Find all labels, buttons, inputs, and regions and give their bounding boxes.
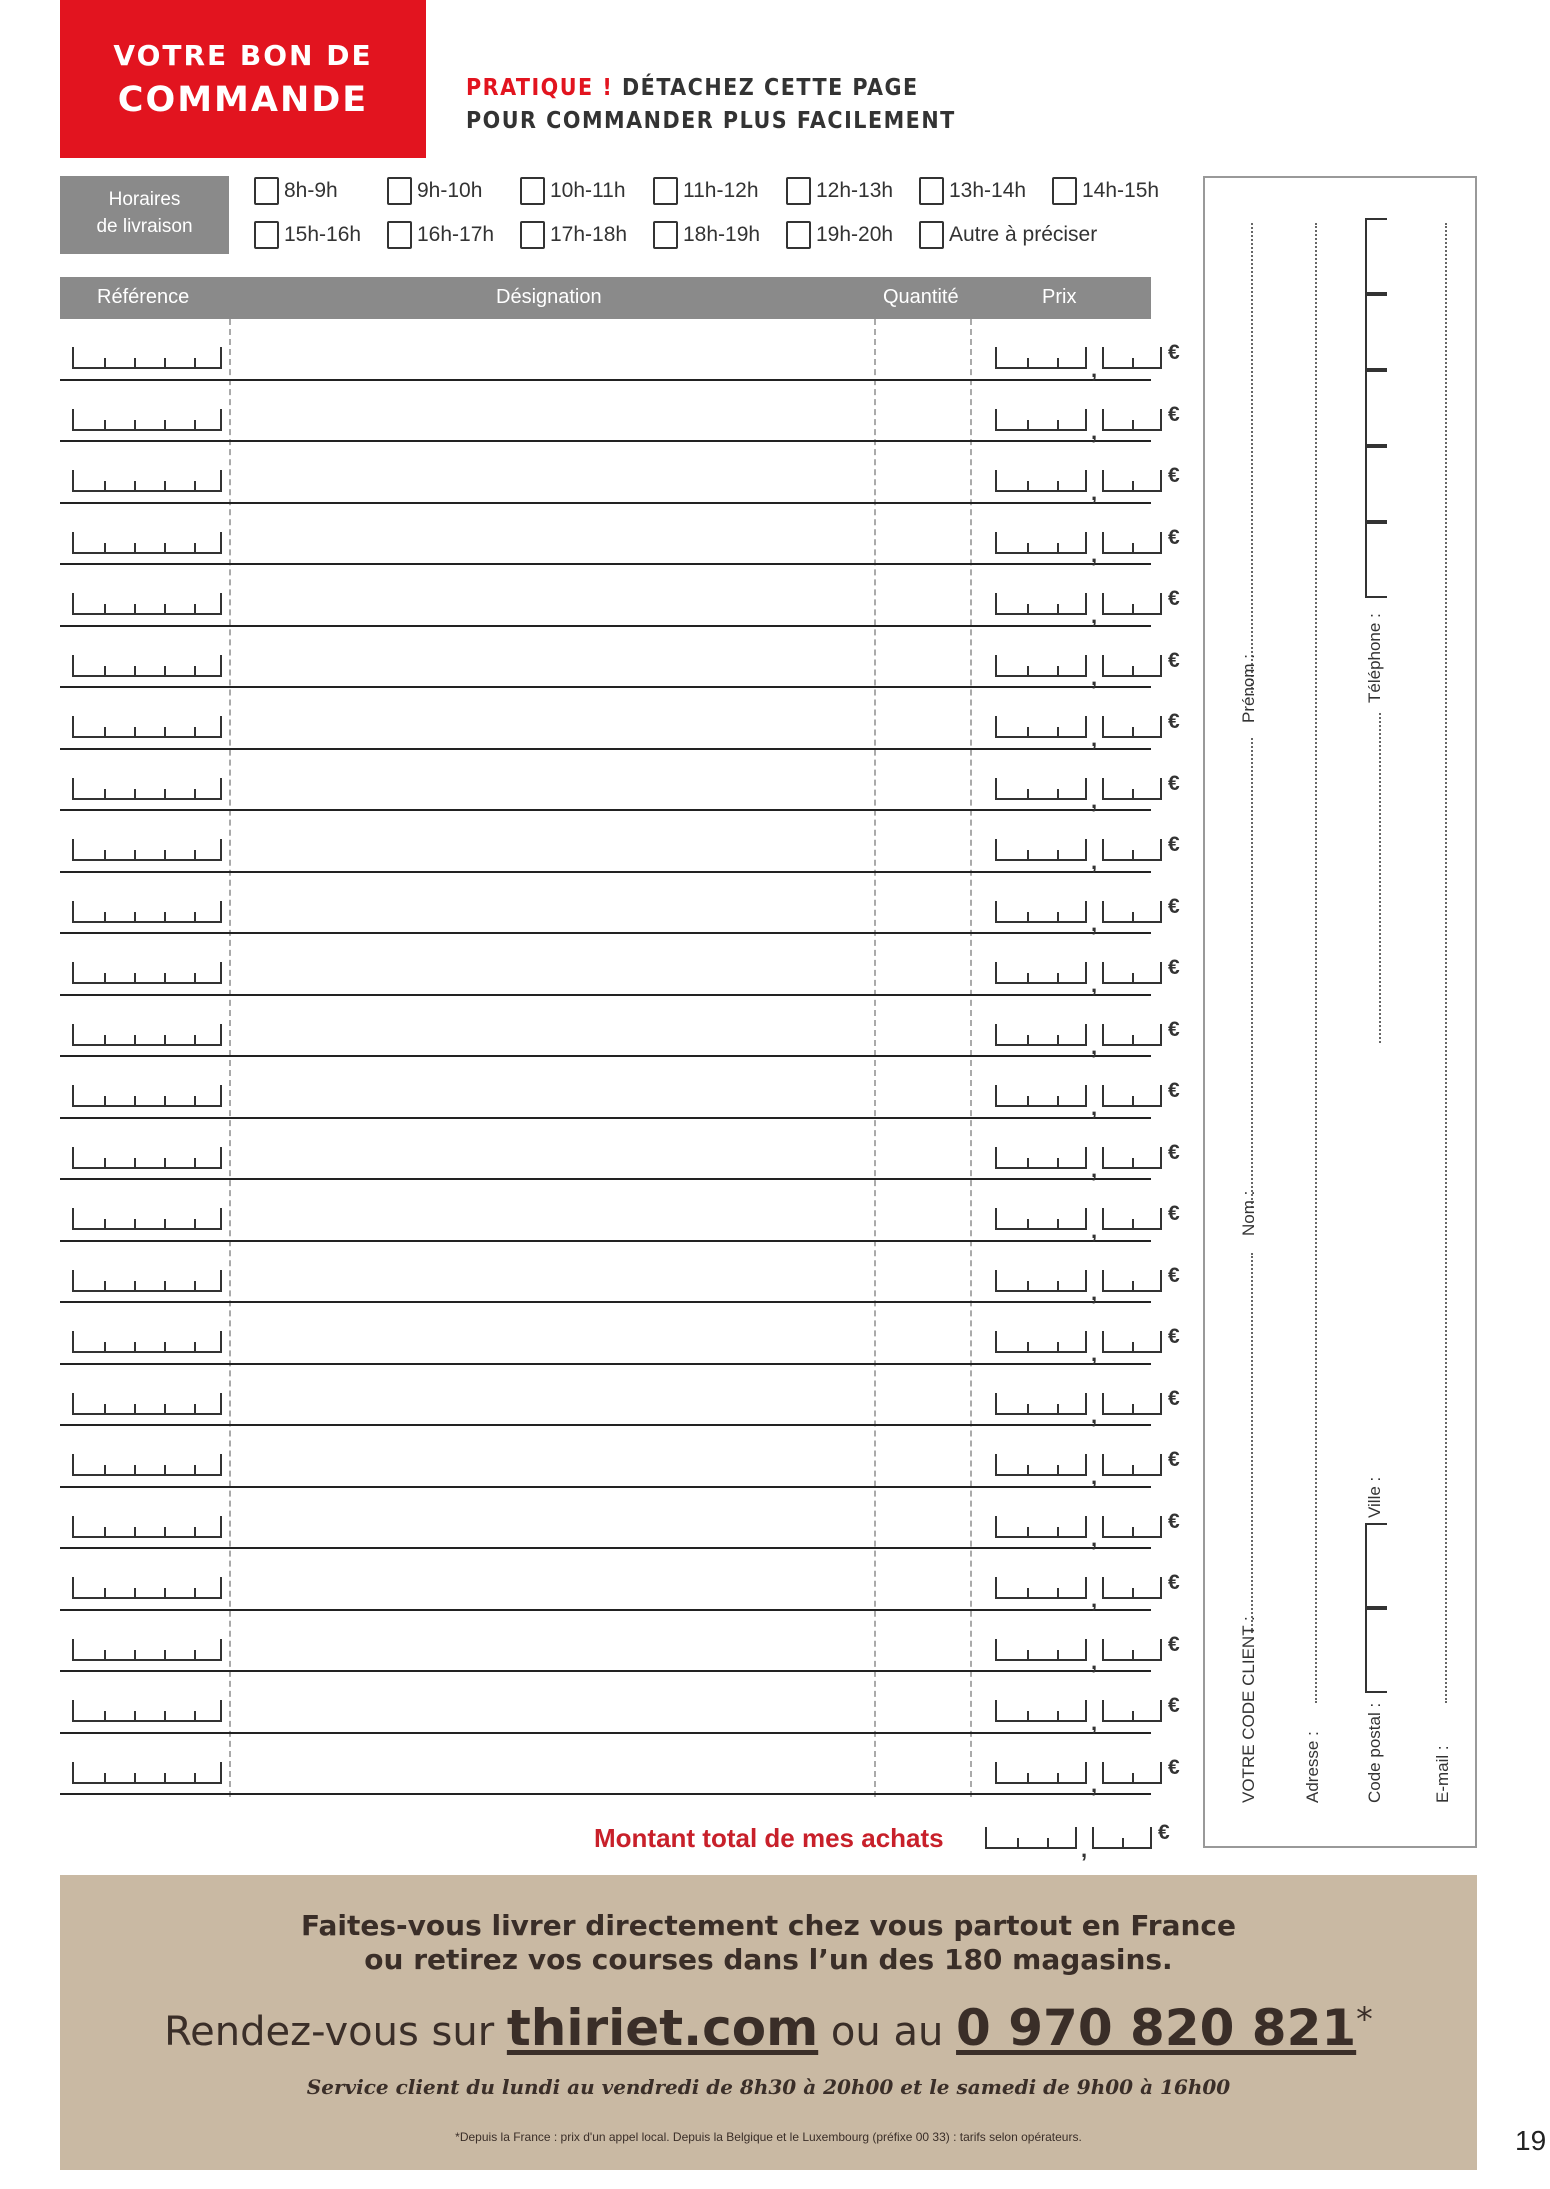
order-row bbox=[60, 1426, 1180, 1489]
reference-field[interactable] bbox=[72, 593, 222, 615]
delivery-slot-checkbox[interactable] bbox=[520, 177, 545, 205]
address-field[interactable] bbox=[1299, 223, 1329, 1703]
price-field[interactable] bbox=[985, 1509, 1225, 1551]
delivery-slot[interactable] bbox=[919, 220, 1097, 250]
reference-field[interactable] bbox=[72, 962, 222, 984]
price-field[interactable] bbox=[985, 1325, 1225, 1366]
euro-sign: € bbox=[1168, 1263, 1180, 1287]
designation-field[interactable] bbox=[232, 754, 872, 808]
euro-sign: € bbox=[1168, 1509, 1180, 1533]
price-field[interactable] bbox=[985, 1263, 1225, 1305]
decimal-comma: , bbox=[1091, 1095, 1098, 1120]
order-row bbox=[60, 442, 1180, 505]
euro-sign: € bbox=[1168, 710, 1180, 733]
designation-field[interactable] bbox=[232, 1369, 872, 1423]
price-field[interactable] bbox=[985, 833, 1225, 874]
designation-field[interactable] bbox=[232, 1061, 872, 1115]
delivery-slot-checkbox[interactable] bbox=[786, 221, 811, 249]
euro-sign: € bbox=[1168, 771, 1180, 795]
header-price: Prix bbox=[1042, 286, 1077, 308]
designation-field[interactable] bbox=[232, 692, 872, 746]
price-field[interactable] bbox=[985, 525, 1225, 567]
delivery-slot-label: 13h-14h bbox=[949, 179, 1027, 202]
quantity-field[interactable] bbox=[876, 1000, 970, 1054]
client-code-field[interactable] bbox=[1235, 1253, 1265, 1633]
tagline-line2: POUR COMMANDER PLUS FACILEMENT bbox=[466, 108, 956, 134]
euro-sign: € bbox=[1168, 956, 1180, 979]
euro-sign: € bbox=[1168, 1571, 1180, 1594]
order-row bbox=[60, 934, 1180, 997]
delivery-slot[interactable] bbox=[520, 176, 626, 206]
reference-field[interactable] bbox=[72, 655, 222, 677]
price-field[interactable] bbox=[985, 771, 1225, 813]
total-comma: , bbox=[1081, 1837, 1088, 1862]
header-designation: Désignation bbox=[496, 286, 602, 308]
euro-sign: € bbox=[1168, 341, 1180, 364]
euro-sign: € bbox=[1168, 402, 1180, 426]
tagline bbox=[466, 72, 956, 138]
reference-field[interactable] bbox=[72, 1639, 222, 1661]
order-row bbox=[60, 688, 1180, 751]
designation-field[interactable] bbox=[232, 1307, 872, 1361]
price-field[interactable] bbox=[985, 710, 1225, 751]
euro-sign: € bbox=[1168, 525, 1180, 549]
quantity-field[interactable] bbox=[876, 938, 970, 992]
delivery-slot-checkbox[interactable] bbox=[919, 221, 944, 249]
client-info-panel bbox=[1203, 176, 1477, 1848]
quantity-field[interactable] bbox=[876, 1430, 970, 1484]
phone-field[interactable] bbox=[1365, 218, 1395, 598]
euro-sign: € bbox=[1168, 464, 1180, 487]
title-line2: COMMANDE bbox=[117, 79, 369, 120]
euro-sign: € bbox=[1168, 1755, 1180, 1779]
email-label: E-mail : bbox=[1433, 1745, 1452, 1803]
order-row bbox=[60, 1488, 1180, 1551]
decimal-comma: , bbox=[1091, 1218, 1098, 1243]
delivery-slot[interactable] bbox=[1052, 176, 1159, 206]
decimal-comma: , bbox=[1091, 1710, 1098, 1735]
quantity-field[interactable] bbox=[876, 1615, 970, 1669]
order-row bbox=[60, 504, 1180, 567]
designation-field[interactable] bbox=[232, 508, 872, 562]
banner-rdv: Rendez-vous sur bbox=[164, 2009, 507, 2055]
quantity-field[interactable] bbox=[876, 1061, 970, 1115]
price-field[interactable] bbox=[985, 1755, 1225, 1797]
price-field[interactable] bbox=[985, 1202, 1225, 1243]
order-form-title-block bbox=[60, 0, 426, 158]
banner-or: ou au bbox=[818, 2009, 957, 2055]
delivery-slot-checkbox[interactable] bbox=[387, 221, 412, 249]
euro-sign: € bbox=[1168, 1202, 1180, 1225]
quantity-field[interactable] bbox=[876, 754, 970, 808]
quantity-field[interactable] bbox=[876, 1246, 970, 1300]
order-row bbox=[60, 873, 1180, 936]
price-field[interactable] bbox=[985, 1386, 1225, 1428]
delivery-slot-checkbox[interactable] bbox=[520, 221, 545, 249]
order-row bbox=[60, 319, 1180, 382]
euro-sign: € bbox=[1168, 1079, 1180, 1102]
reference-field[interactable] bbox=[72, 1208, 222, 1230]
designation-field[interactable] bbox=[232, 385, 872, 439]
delivery-slot[interactable] bbox=[387, 176, 482, 206]
reference-field[interactable] bbox=[72, 409, 222, 431]
euro-sign: € bbox=[1168, 1386, 1180, 1410]
order-row bbox=[60, 565, 1180, 628]
city-label: Ville : bbox=[1365, 1476, 1384, 1518]
decimal-comma: , bbox=[1091, 480, 1098, 505]
reference-field[interactable] bbox=[72, 716, 222, 738]
quantity-field[interactable] bbox=[876, 1369, 970, 1423]
postal-code-label: Code postal : bbox=[1365, 1702, 1384, 1803]
title-line1: VOTRE BON DE bbox=[113, 38, 373, 72]
decimal-comma: , bbox=[1091, 910, 1098, 936]
quantity-field[interactable] bbox=[876, 1123, 970, 1177]
reference-field[interactable] bbox=[72, 839, 222, 861]
price-field[interactable] bbox=[985, 464, 1225, 505]
price-field[interactable] bbox=[985, 1079, 1225, 1120]
decimal-comma: , bbox=[1091, 1341, 1098, 1366]
designation-field[interactable] bbox=[232, 631, 872, 685]
delivery-slot-checkbox[interactable] bbox=[919, 177, 944, 205]
designation-field[interactable] bbox=[232, 1492, 872, 1546]
reference-field[interactable] bbox=[72, 532, 222, 554]
delivery-slot-checkbox[interactable] bbox=[387, 177, 412, 205]
designation-field[interactable] bbox=[232, 1430, 872, 1484]
total-label: Montant total de mes achats bbox=[594, 1823, 944, 1853]
quantity-field[interactable] bbox=[876, 877, 970, 931]
order-row bbox=[60, 1672, 1180, 1735]
quantity-field[interactable] bbox=[876, 631, 970, 685]
client-code-label: VOTRE CODE CLIENT : bbox=[1239, 1616, 1258, 1803]
delivery-slot-checkbox[interactable] bbox=[653, 221, 678, 249]
website-link[interactable]: thiriet.com bbox=[506, 1999, 819, 2057]
price-field[interactable] bbox=[985, 1632, 1225, 1674]
decimal-comma: , bbox=[1091, 1525, 1098, 1551]
delivery-slot-checkbox[interactable] bbox=[254, 177, 279, 205]
designation-field[interactable] bbox=[232, 1553, 872, 1607]
euro-sign: € bbox=[1168, 1694, 1180, 1717]
tagline-rest: DÉTACHEZ CETTE PAGE bbox=[613, 75, 919, 101]
designation-field[interactable] bbox=[232, 446, 872, 500]
order-row bbox=[60, 1549, 1180, 1612]
order-row bbox=[60, 381, 1180, 444]
decimal-comma: , bbox=[1091, 541, 1098, 567]
phone-label: Téléphone : bbox=[1365, 613, 1384, 703]
order-row bbox=[60, 750, 1180, 813]
delivery-hours-label-line2: de livraison bbox=[96, 216, 193, 237]
delivery-slot[interactable] bbox=[653, 220, 760, 250]
reference-field[interactable] bbox=[72, 1331, 222, 1353]
euro-sign: € bbox=[1168, 833, 1180, 856]
quantity-field[interactable] bbox=[876, 1738, 970, 1792]
reference-field[interactable] bbox=[72, 1393, 222, 1415]
decimal-comma: , bbox=[1091, 787, 1098, 813]
designation-field[interactable] bbox=[232, 815, 872, 869]
order-table-header bbox=[60, 277, 1151, 319]
reference-field[interactable] bbox=[72, 1577, 222, 1599]
delivery-slot-label: 9h-10h bbox=[417, 179, 483, 202]
delivery-slot-label: 11h-12h bbox=[683, 179, 759, 202]
euro-sign: € bbox=[1168, 1017, 1180, 1041]
reference-field[interactable] bbox=[72, 901, 222, 923]
decimal-comma: , bbox=[1091, 1033, 1098, 1059]
decimal-comma: , bbox=[1091, 1464, 1098, 1489]
designation-field[interactable] bbox=[232, 1676, 872, 1730]
reference-field[interactable] bbox=[72, 1700, 222, 1722]
delivery-slot[interactable] bbox=[254, 220, 361, 250]
quantity-field[interactable] bbox=[876, 1676, 970, 1730]
order-row bbox=[60, 1365, 1180, 1428]
city-field[interactable] bbox=[1365, 713, 1395, 1043]
delivery-slot-label: 8h-9h bbox=[284, 179, 338, 202]
delivery-slot[interactable] bbox=[520, 220, 627, 250]
price-field[interactable] bbox=[985, 956, 1225, 997]
price-field[interactable] bbox=[985, 1694, 1225, 1735]
delivery-slot-checkbox[interactable] bbox=[254, 221, 279, 249]
decimal-comma: , bbox=[1091, 849, 1098, 874]
quantity-field[interactable] bbox=[876, 508, 970, 562]
delivery-hours-label-line1: Horaires bbox=[108, 189, 181, 210]
designation-field[interactable] bbox=[232, 1246, 872, 1300]
reference-field[interactable] bbox=[72, 1085, 222, 1107]
delivery-slot-label: 16h-17h bbox=[417, 223, 495, 246]
phone-footnote-mark: * bbox=[1356, 1999, 1373, 2039]
reference-field[interactable] bbox=[72, 778, 222, 800]
lastname-label: Nom : bbox=[1239, 1190, 1258, 1236]
quantity-field[interactable] bbox=[876, 1553, 970, 1607]
order-row bbox=[60, 811, 1180, 874]
page-number: 19 bbox=[1515, 2125, 1547, 2156]
quantity-field[interactable] bbox=[876, 323, 970, 377]
decimal-comma: , bbox=[1091, 664, 1098, 690]
order-row bbox=[60, 1242, 1180, 1305]
promo-banner bbox=[60, 1875, 1477, 2170]
designation-field[interactable] bbox=[232, 1000, 872, 1054]
decimal-comma: , bbox=[1091, 357, 1098, 382]
delivery-slot[interactable] bbox=[786, 220, 893, 250]
price-field[interactable] bbox=[985, 1448, 1225, 1489]
euro-sign: € bbox=[1168, 1140, 1180, 1164]
quantity-field[interactable] bbox=[876, 815, 970, 869]
tagline-accent: PRATIQUE ! bbox=[466, 75, 614, 101]
quantity-field[interactable] bbox=[876, 385, 970, 439]
delivery-slot-checkbox[interactable] bbox=[1052, 177, 1077, 205]
order-row bbox=[60, 1057, 1180, 1120]
delivery-slot-label: 19h-20h bbox=[816, 223, 894, 246]
euro-sign: € bbox=[1168, 648, 1180, 672]
reference-field[interactable] bbox=[72, 1147, 222, 1169]
delivery-slot[interactable] bbox=[653, 176, 759, 206]
quantity-field[interactable] bbox=[876, 1307, 970, 1361]
delivery-slot[interactable] bbox=[254, 176, 338, 206]
order-row bbox=[60, 1611, 1180, 1674]
postal-code-field[interactable] bbox=[1365, 1523, 1395, 1693]
reference-field[interactable] bbox=[72, 347, 222, 369]
delivery-slot-label: 12h-13h bbox=[816, 179, 894, 202]
decimal-comma: , bbox=[1091, 1279, 1098, 1305]
decimal-comma: , bbox=[1091, 972, 1098, 997]
total-euro: € bbox=[1158, 1821, 1170, 1844]
decimal-comma: , bbox=[1091, 603, 1098, 628]
delivery-slot[interactable] bbox=[387, 220, 494, 250]
order-row bbox=[60, 1180, 1180, 1243]
address-label: Adresse : bbox=[1303, 1731, 1322, 1803]
reference-field[interactable] bbox=[72, 1516, 222, 1538]
banner-line1: Faites-vous livrer directement chez vous partout en France bbox=[301, 1909, 1236, 1942]
banner-line2: ou retirez vos courses dans l’un des 180 magasins. bbox=[364, 1943, 1173, 1976]
price-field[interactable] bbox=[985, 587, 1225, 628]
banner-contact bbox=[60, 1999, 1477, 2057]
reference-field[interactable] bbox=[72, 1270, 222, 1292]
reference-field[interactable] bbox=[72, 1024, 222, 1046]
designation-field[interactable] bbox=[232, 877, 872, 931]
euro-sign: € bbox=[1168, 1632, 1180, 1656]
designation-field[interactable] bbox=[232, 1738, 872, 1792]
price-field[interactable] bbox=[985, 1140, 1225, 1182]
reference-field[interactable] bbox=[72, 1454, 222, 1476]
email-field[interactable] bbox=[1429, 223, 1459, 1703]
euro-sign: € bbox=[1168, 587, 1180, 610]
decimal-comma: , bbox=[1091, 418, 1098, 444]
order-row bbox=[60, 996, 1180, 1059]
order-row bbox=[60, 1734, 1180, 1797]
decimal-comma: , bbox=[1091, 726, 1098, 751]
decimal-comma: , bbox=[1091, 1771, 1098, 1797]
quantity-field[interactable] bbox=[876, 1492, 970, 1546]
reference-field[interactable] bbox=[72, 1762, 222, 1784]
delivery-slot-label: 18h-19h bbox=[683, 223, 761, 246]
quantity-field[interactable] bbox=[876, 1184, 970, 1238]
delivery-slot-label: 10h-11h bbox=[550, 179, 626, 202]
price-field[interactable] bbox=[985, 341, 1225, 382]
designation-field[interactable] bbox=[232, 1123, 872, 1177]
header-quantity: Quantité bbox=[883, 286, 959, 308]
quantity-field[interactable] bbox=[876, 569, 970, 623]
delivery-slot[interactable] bbox=[919, 176, 1026, 206]
phone-number[interactable]: 0 970 820 821 bbox=[956, 1999, 1357, 2057]
price-field[interactable] bbox=[985, 648, 1225, 690]
banner-delivery-text bbox=[60, 1909, 1477, 1977]
firstname-label: Prénom : bbox=[1239, 654, 1258, 723]
decimal-comma: , bbox=[1091, 1156, 1098, 1182]
delivery-slot-label: 17h-18h bbox=[550, 223, 628, 246]
delivery-slot-label: 15h-16h bbox=[284, 223, 362, 246]
quantity-field[interactable] bbox=[876, 692, 970, 746]
order-row bbox=[60, 1119, 1180, 1182]
decimal-comma: , bbox=[1091, 1587, 1098, 1612]
firstname-field[interactable] bbox=[1235, 223, 1265, 693]
service-hours: Service client du lundi au vendredi de 8h30 à 20h00 et le samedi de 9h00 à 16h00 bbox=[306, 2075, 1231, 2099]
designation-field[interactable] bbox=[232, 1615, 872, 1669]
price-field[interactable] bbox=[985, 894, 1225, 936]
price-field[interactable] bbox=[985, 402, 1225, 444]
order-row bbox=[60, 1303, 1180, 1366]
designation-field[interactable] bbox=[232, 569, 872, 623]
delivery-slot-checkbox[interactable] bbox=[786, 177, 811, 205]
euro-sign: € bbox=[1168, 894, 1180, 918]
euro-sign: € bbox=[1168, 1325, 1180, 1348]
delivery-slot[interactable] bbox=[786, 176, 893, 206]
lastname-field[interactable] bbox=[1235, 738, 1265, 1208]
delivery-hours-label bbox=[60, 176, 229, 254]
reference-field[interactable] bbox=[72, 470, 222, 492]
decimal-comma: , bbox=[1091, 1402, 1098, 1428]
order-row bbox=[60, 627, 1180, 690]
quantity-field[interactable] bbox=[876, 446, 970, 500]
designation-field[interactable] bbox=[232, 1184, 872, 1238]
decimal-comma: , bbox=[1091, 1648, 1098, 1674]
total-amount-field[interactable] bbox=[985, 1821, 1185, 1862]
delivery-slot-label: 14h-15h bbox=[1082, 179, 1160, 202]
designation-field[interactable] bbox=[232, 938, 872, 992]
delivery-slot-checkbox[interactable] bbox=[653, 177, 678, 205]
header-reference: Référence bbox=[97, 286, 190, 308]
price-field[interactable] bbox=[985, 1017, 1225, 1059]
delivery-slot-label: Autre à préciser bbox=[949, 223, 1098, 246]
banner-footnote: *Depuis la France : prix d'un appel local. Depuis la Belgique et le Luxembourg (préfixe 00 33) : tarifs selon opérateurs. bbox=[455, 2130, 1082, 2144]
designation-field[interactable] bbox=[232, 323, 872, 377]
price-field[interactable] bbox=[985, 1571, 1225, 1612]
euro-sign: € bbox=[1168, 1448, 1180, 1471]
